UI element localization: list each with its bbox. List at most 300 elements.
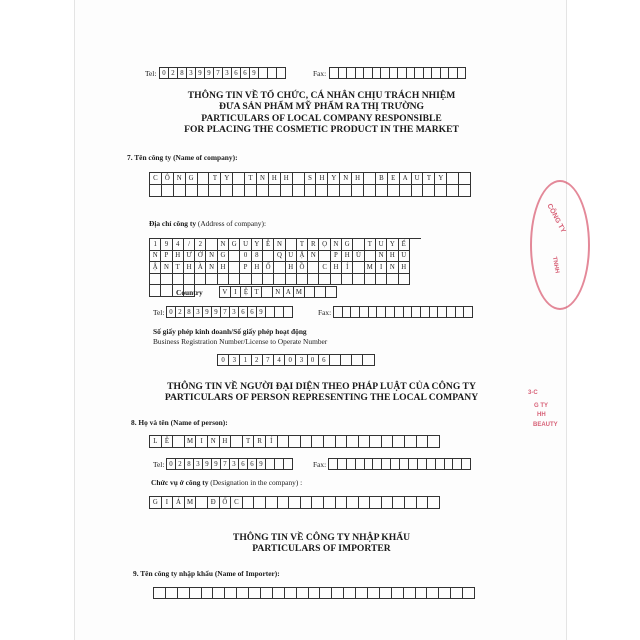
char-box <box>382 497 394 509</box>
char-box <box>301 436 313 448</box>
char-box: 7 <box>221 307 230 318</box>
char-box <box>266 497 278 509</box>
stamp-text-right-2: G TY <box>534 403 549 409</box>
char-box: G <box>342 239 353 251</box>
char-box: 9 <box>203 459 212 470</box>
char-box: 2 <box>176 307 185 318</box>
char-box <box>173 274 184 286</box>
char-box <box>365 274 376 286</box>
char-box: U <box>412 173 424 185</box>
char-box: Ậ <box>150 262 161 274</box>
char-box <box>428 436 440 448</box>
char-box: H <box>252 262 263 274</box>
char-box: S <box>305 173 317 185</box>
char-box <box>376 274 387 286</box>
char-box <box>438 307 447 318</box>
char-box: 3 <box>194 307 203 318</box>
char-box <box>353 262 364 274</box>
stamp-text-right-1: 3-C <box>528 390 538 396</box>
importer-label-en: (Name of Importer): <box>214 569 280 578</box>
char-box <box>324 436 336 448</box>
char-box <box>266 307 275 318</box>
char-box <box>162 185 174 197</box>
char-box: N <box>340 173 352 185</box>
char-box: H <box>342 251 353 263</box>
char-box <box>399 274 410 286</box>
char-box <box>360 307 369 318</box>
license-label-vi: Số giấy phép kinh doanh/Số giấy phép hoạt động <box>153 327 307 336</box>
char-box <box>305 287 316 298</box>
char-box: H <box>269 173 281 185</box>
char-box <box>305 185 317 197</box>
char-box <box>412 307 421 318</box>
char-box <box>278 497 290 509</box>
char-box <box>330 68 339 79</box>
char-box: Ệ <box>241 287 252 298</box>
heading-line: ĐƯA SẢN PHẨM MỸ PHẨM RA THỊ TRƯỜNG <box>219 101 424 113</box>
char-box: N <box>274 239 285 251</box>
char-box: 2 <box>169 68 178 79</box>
char-box <box>380 588 392 599</box>
person-name-label-vi: 8. Họ và tên <box>131 418 169 427</box>
char-box: N <box>308 251 319 263</box>
char-box <box>268 68 277 79</box>
char-box <box>439 588 451 599</box>
char-box: H <box>352 173 364 185</box>
char-box: H <box>173 251 184 263</box>
char-box <box>423 185 435 197</box>
char-box: 3 <box>230 307 239 318</box>
char-box <box>202 588 214 599</box>
char-box <box>365 459 374 470</box>
char-box <box>286 239 297 251</box>
char-box <box>364 68 373 79</box>
char-box <box>213 588 225 599</box>
char-box <box>453 459 462 470</box>
char-box <box>259 68 268 79</box>
char-box <box>427 588 439 599</box>
char-box <box>369 307 378 318</box>
char-box <box>293 173 305 185</box>
char-box <box>441 68 450 79</box>
char-box: I <box>231 287 242 298</box>
char-box <box>284 307 293 318</box>
char-box: 9 <box>203 307 212 318</box>
char-box: Y <box>252 239 263 251</box>
char-box <box>184 274 195 286</box>
char-box: I <box>196 436 208 448</box>
char-box <box>209 185 221 197</box>
char-box <box>161 285 172 297</box>
char-box <box>398 68 407 79</box>
stamp-text-top: CÔNG TY <box>545 202 567 235</box>
char-box: N <box>161 262 172 274</box>
char-box: Ô <box>162 173 174 185</box>
char-box <box>356 68 365 79</box>
importer-label-vi: 9. Tên công ty nhập khẩu <box>133 569 213 578</box>
char-box: R <box>308 239 319 251</box>
char-box <box>308 262 319 274</box>
char-box <box>178 588 190 599</box>
char-box <box>447 185 459 197</box>
char-box <box>370 497 382 509</box>
char-box: E <box>388 173 400 185</box>
person-tel-boxes <box>166 458 293 470</box>
char-box: N <box>376 251 387 263</box>
char-box <box>324 497 336 509</box>
char-box: T <box>209 173 221 185</box>
char-box <box>233 173 245 185</box>
char-box: Q <box>274 251 285 263</box>
char-box <box>340 185 352 197</box>
char-box <box>382 459 391 470</box>
person-fax-label: Fax: <box>313 460 327 469</box>
char-box: I <box>376 262 387 274</box>
char-box: 2 <box>252 355 263 366</box>
char-box <box>254 497 266 509</box>
char-box <box>273 588 285 599</box>
char-box: L <box>150 436 162 448</box>
company-name-boxes <box>149 172 471 197</box>
char-box: 6 <box>239 307 248 318</box>
char-box <box>245 185 257 197</box>
char-box: G <box>186 173 198 185</box>
char-box <box>427 459 436 470</box>
char-box: Y <box>435 173 447 185</box>
char-box <box>312 497 324 509</box>
char-box <box>240 274 251 286</box>
char-box <box>336 436 348 448</box>
char-box <box>430 307 439 318</box>
char-box: 0 <box>167 459 176 470</box>
local-fax-label: Fax: <box>318 308 332 317</box>
char-box <box>206 274 217 286</box>
char-box: Y <box>387 239 398 251</box>
char-box <box>263 251 274 263</box>
char-box <box>343 307 352 318</box>
char-box <box>328 185 340 197</box>
char-box <box>316 185 328 197</box>
heading-line: PARTICULARS OF LOCAL COMPANY RESPONSIBLE <box>201 112 442 124</box>
designation-label <box>151 479 302 486</box>
char-box: 9 <box>257 307 266 318</box>
stamp-text-right-3: HH <box>537 412 546 418</box>
char-box <box>332 588 344 599</box>
top-fax-boxes <box>329 67 466 79</box>
char-box: Ố <box>220 497 232 509</box>
char-box <box>363 355 374 366</box>
char-box <box>326 287 337 298</box>
char-box <box>312 436 324 448</box>
char-box <box>447 173 459 185</box>
char-box <box>451 588 463 599</box>
char-box <box>229 274 240 286</box>
char-box: 2 <box>195 239 206 251</box>
char-box: U <box>286 251 297 263</box>
char-box <box>150 285 161 297</box>
char-box <box>221 185 233 197</box>
char-box: H <box>220 436 232 448</box>
char-box: Á <box>173 497 185 509</box>
char-box: Ậ <box>297 251 308 263</box>
char-box: 9 <box>212 307 221 318</box>
char-box <box>416 588 428 599</box>
char-box: N <box>273 287 284 298</box>
char-box: A <box>284 287 295 298</box>
char-box: 3 <box>223 68 232 79</box>
char-box <box>252 274 263 286</box>
char-box: T <box>297 239 308 251</box>
char-box <box>342 274 353 286</box>
char-box <box>436 459 445 470</box>
char-box: Ờ <box>195 251 206 263</box>
char-box <box>297 588 309 599</box>
char-box: U <box>399 251 410 263</box>
char-box <box>353 274 364 286</box>
char-box: Y <box>221 173 233 185</box>
char-box <box>206 239 217 251</box>
char-box <box>263 274 274 286</box>
char-box <box>432 68 441 79</box>
char-box <box>275 307 284 318</box>
char-box: Ố <box>263 262 274 274</box>
char-box: 6 <box>241 68 250 79</box>
char-box <box>278 436 290 448</box>
char-box <box>347 497 359 509</box>
char-box <box>336 497 348 509</box>
char-box <box>352 355 363 366</box>
char-box: Ọ <box>319 239 330 251</box>
char-box <box>150 185 162 197</box>
char-box: M <box>185 497 197 509</box>
char-box <box>319 251 330 263</box>
char-box <box>395 307 404 318</box>
char-box <box>154 588 166 599</box>
char-box: H <box>184 262 195 274</box>
char-box <box>231 436 243 448</box>
char-box <box>218 274 229 286</box>
char-box: N <box>331 239 342 251</box>
char-box: G <box>150 497 162 509</box>
char-box <box>347 68 356 79</box>
char-box <box>368 588 380 599</box>
char-box: 0 <box>218 355 229 366</box>
char-box <box>382 436 394 448</box>
char-box: Ê <box>162 436 174 448</box>
char-box <box>339 68 348 79</box>
top-tel-label: Tel: <box>145 69 157 78</box>
char-box: À <box>195 262 206 274</box>
char-box <box>386 307 395 318</box>
char-box <box>435 185 447 197</box>
char-box: N <box>387 262 398 274</box>
char-box: T <box>245 173 257 185</box>
char-box: H <box>316 173 328 185</box>
importer-label <box>133 570 280 577</box>
char-box: 9 <box>250 68 259 79</box>
char-box <box>373 459 382 470</box>
char-box <box>344 588 356 599</box>
char-box: C <box>150 173 162 185</box>
char-box: 4 <box>274 355 285 366</box>
license-label-en: Business Registration Number/License to Operate Number <box>153 337 328 346</box>
char-box <box>464 307 473 318</box>
char-box <box>364 173 376 185</box>
char-box: 8 <box>178 68 187 79</box>
char-box <box>308 274 319 286</box>
char-box <box>405 497 417 509</box>
char-box: 4 <box>173 239 184 251</box>
char-box <box>356 459 365 470</box>
designation-label-vi: Chức vụ ở công ty <box>151 478 209 487</box>
char-box: H <box>399 262 410 274</box>
char-box <box>249 588 261 599</box>
char-box <box>388 185 400 197</box>
char-box: P <box>331 251 342 263</box>
char-box <box>261 588 273 599</box>
char-box: / <box>184 239 195 251</box>
char-box: N <box>206 251 217 263</box>
char-box: Í <box>266 436 278 448</box>
char-box: T <box>252 287 263 298</box>
char-box: 6 <box>319 355 330 366</box>
char-box: 7 <box>263 355 274 366</box>
char-box: G <box>218 251 229 263</box>
person-name-boxes <box>149 435 440 448</box>
char-box: Í <box>342 262 353 274</box>
char-box <box>359 497 371 509</box>
char-box <box>428 497 440 509</box>
char-box: B <box>376 173 388 185</box>
char-box: M <box>185 436 197 448</box>
char-box <box>320 588 332 599</box>
char-box: A <box>400 173 412 185</box>
char-box: V <box>220 287 231 298</box>
char-box <box>341 355 352 366</box>
char-box <box>409 459 418 470</box>
country-boxes <box>219 286 337 298</box>
char-box <box>329 459 338 470</box>
char-box: T <box>423 173 435 185</box>
char-box <box>415 68 424 79</box>
license-boxes <box>217 354 375 366</box>
char-box <box>381 68 390 79</box>
char-box: P <box>161 251 172 263</box>
char-box <box>338 459 347 470</box>
char-box <box>456 307 465 318</box>
char-box: 6 <box>248 459 257 470</box>
char-box <box>225 588 237 599</box>
heading-line: FOR PLACING THE COSMETIC PRODUCT IN THE MARKET <box>184 124 459 136</box>
char-box <box>405 436 417 448</box>
char-box: 3 <box>194 459 203 470</box>
char-box: 9 <box>161 239 172 251</box>
char-box <box>334 307 343 318</box>
char-box: H <box>218 262 229 274</box>
char-box <box>229 251 240 263</box>
char-box <box>190 588 202 599</box>
country-label: Country <box>176 288 203 297</box>
char-box <box>186 185 198 197</box>
char-box <box>347 459 356 470</box>
heading-line: PARTICULARS OF IMPORTER <box>252 543 391 555</box>
char-box <box>277 68 286 79</box>
address-label-vi: Địa chỉ công ty <box>149 219 197 228</box>
char-box <box>447 307 456 318</box>
person-heading <box>75 381 568 404</box>
char-box <box>286 274 297 286</box>
char-box: Đ <box>208 497 220 509</box>
char-box <box>301 497 313 509</box>
char-box <box>449 68 458 79</box>
char-box: N <box>174 173 186 185</box>
char-box <box>417 436 429 448</box>
char-box: C <box>231 497 243 509</box>
local-tel-boxes <box>166 306 293 318</box>
char-box <box>391 459 400 470</box>
char-box: 9 <box>257 459 266 470</box>
char-box <box>257 185 269 197</box>
local-tel-label: Tel: <box>153 308 165 317</box>
char-box <box>412 185 424 197</box>
char-box: N <box>208 436 220 448</box>
top-fax-label: Fax: <box>313 69 327 78</box>
char-box: R <box>254 436 266 448</box>
char-box: 1 <box>150 239 161 251</box>
char-box <box>352 185 364 197</box>
char-box: 1 <box>240 355 251 366</box>
company-seal-stamp <box>530 180 590 310</box>
char-box: M <box>365 262 376 274</box>
char-box: U <box>376 239 387 251</box>
char-box <box>353 239 364 251</box>
char-box <box>463 588 475 599</box>
char-box: C <box>319 262 330 274</box>
person-name-label <box>131 419 228 426</box>
char-box <box>289 436 301 448</box>
char-box <box>424 68 433 79</box>
char-box <box>370 436 382 448</box>
char-box: 3 <box>187 68 196 79</box>
char-box: 9 <box>205 68 214 79</box>
char-box <box>315 287 326 298</box>
char-box <box>281 185 293 197</box>
char-box <box>390 68 399 79</box>
char-box <box>262 287 273 298</box>
char-box <box>174 185 186 197</box>
char-box: 8 <box>185 459 194 470</box>
char-box <box>198 173 210 185</box>
heading-line: THÔNG TIN VỀ NGƯỜI ĐẠI DIỆN THEO PHÁP LUẬT CỦA CÔNG TY <box>167 381 476 392</box>
char-box: 0 <box>240 251 251 263</box>
char-box <box>458 68 467 79</box>
address-label-en: (Address of company): <box>197 219 267 228</box>
char-box <box>364 185 376 197</box>
local-company-heading <box>75 90 568 136</box>
char-box <box>198 185 210 197</box>
company-label <box>127 154 238 161</box>
char-box: 0 <box>167 307 176 318</box>
char-box <box>233 185 245 197</box>
char-box <box>421 307 430 318</box>
importer-heading <box>75 532 568 555</box>
char-box <box>331 274 342 286</box>
company-label-en: (Name of company): <box>173 153 238 162</box>
char-box <box>462 459 471 470</box>
char-box <box>393 436 405 448</box>
char-box <box>309 588 321 599</box>
char-box <box>269 185 281 197</box>
